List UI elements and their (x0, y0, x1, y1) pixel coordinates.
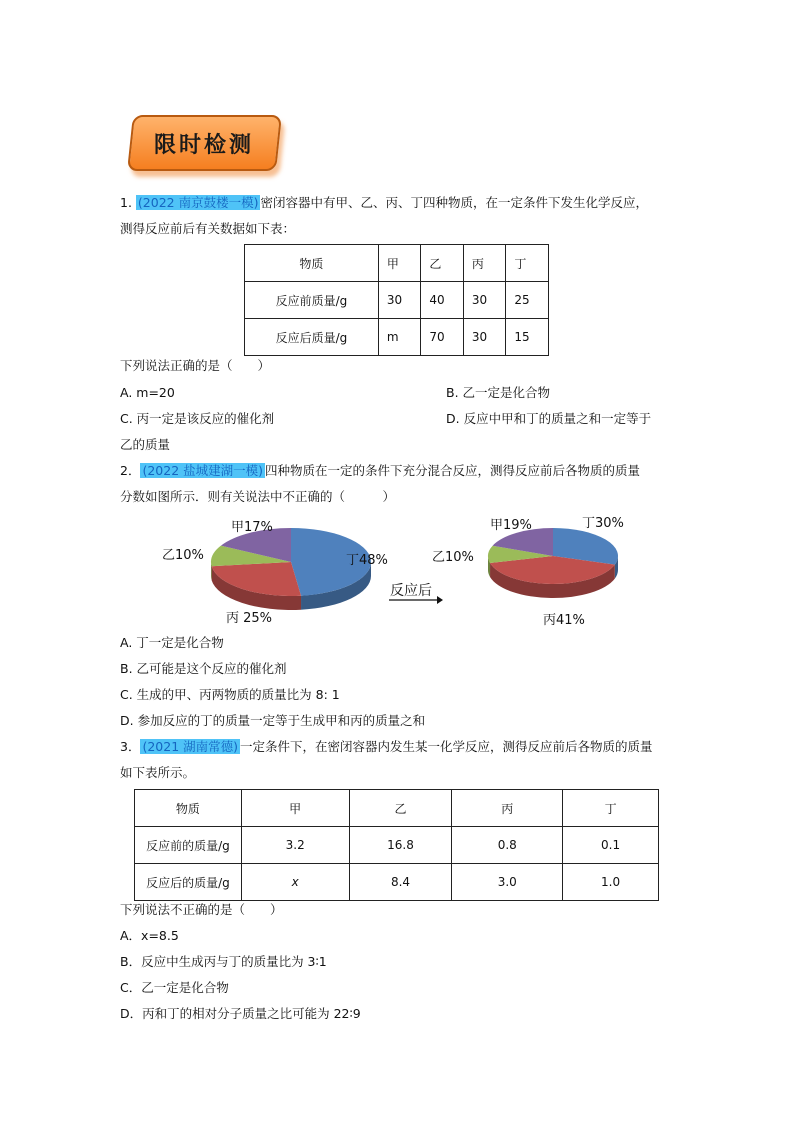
q1-option-a: A. m=20 (120, 385, 175, 400)
table-row (245, 245, 549, 282)
table-cell: 甲 (241, 790, 349, 827)
table-cell: 15 (506, 319, 549, 356)
q3-option-b: B．反应中生成丙与丁的质量比为 3∶1 (120, 954, 327, 969)
table-cell: 3.2 (241, 827, 349, 864)
table-row (245, 282, 549, 319)
q3-stem-1: 一定条件下，在密闭容器内发生某一化学反应，测得反应前后各物质的质量 (240, 739, 653, 754)
q2-source-tag: (2022 盐城建湖一模) (142, 463, 263, 478)
pie1-label-yi: 乙10% (162, 548, 204, 563)
table-cell: 0.1 (563, 827, 659, 864)
table-cell: 反应前质量/g (245, 282, 379, 319)
table-cell: 丁 (506, 245, 549, 282)
pie1-label-jia: 甲17% (231, 520, 273, 535)
pie2-label-bing: 丙41% (543, 613, 585, 628)
q1-option-d: D. 反应中甲和丁的质量之和一定等于 (446, 411, 652, 426)
q2-number: 2． (120, 463, 141, 478)
arrow-label: 反应后 (390, 583, 432, 599)
q1-source-tag: (2022 南京鼓楼一模) (137, 195, 259, 210)
pie2-label-ding: 丁30% (582, 516, 624, 531)
table-row (245, 319, 549, 356)
table-cell: x (241, 864, 349, 901)
q1-prompt: 下列说法正确的是（ ） (120, 358, 271, 373)
q3-option-c: C．乙一定是化合物 (120, 980, 229, 995)
table-cell: 丙 (452, 790, 563, 827)
q2-option-d: D. 参加反应的丁的质量一定等于生成甲和丙的质量之和 (120, 713, 426, 728)
q1-stem-1: 密闭容器中有甲、乙、丙、丁四种物质，在一定条件下发生化学反应， (260, 195, 648, 210)
q1-option-d-cont: 乙的质量 (120, 437, 171, 452)
table-cell: 70 (421, 319, 464, 356)
q3-prompt: 下列说法不正确的是（ ） (120, 902, 283, 917)
q1-table (244, 244, 549, 356)
q3-option-d: D．丙和丁的相对分子质量之比可能为 22∶9 (120, 1006, 361, 1021)
pie1-label-ding: 丁48% (346, 553, 388, 568)
q1-number: 1. (120, 195, 132, 210)
q1-stem-2: 测得反应前后有关数据如下表： (120, 221, 296, 236)
table-row (135, 790, 659, 827)
table-cell: 反应后质量/g (245, 319, 379, 356)
pie1-label-bing: 丙 25% (226, 611, 273, 626)
q3-option-a: A．x=8.5 (120, 928, 179, 943)
table-cell: 25 (506, 282, 549, 319)
table-cell: 30 (463, 319, 506, 356)
q3-line1 (120, 738, 653, 756)
q2-option-b: B. 乙可能是这个反应的催化剂 (120, 661, 287, 676)
table-cell: 反应前的质量/g (135, 827, 242, 864)
q3-source-tag: (2021 湖南常德) (142, 739, 238, 754)
q3-stem-2: 如下表所示。 (120, 765, 196, 780)
table-cell: 物质 (135, 790, 242, 827)
q2-stem-1: 四种物质在一定的条件下充分混合反应，测得反应前后各物质的质量 (265, 463, 641, 478)
q2-option-c: C. 生成的甲、丙两物质的质量比为 8: 1 (120, 687, 340, 702)
q3-table (134, 789, 659, 901)
table-cell: 3.0 (452, 864, 563, 901)
table-row (135, 864, 659, 901)
table-cell: m (378, 319, 421, 356)
table-cell: 16.8 (349, 827, 452, 864)
q1-line1 (120, 194, 648, 212)
pie2-label-yi: 乙10% (432, 550, 474, 565)
table-cell: 物质 (245, 245, 379, 282)
table-cell: 30 (378, 282, 421, 319)
q1-option-b: B. 乙一定是化合物 (446, 385, 551, 400)
table-cell: 乙 (421, 245, 464, 282)
q2-option-a: A. 丁一定是化合物 (120, 635, 224, 650)
arrow-icon (387, 594, 443, 606)
table-cell: 反应后的质量/g (135, 864, 242, 901)
table-cell: 乙 (349, 790, 452, 827)
table-cell: 8.4 (349, 864, 452, 901)
q3-number: 3． (120, 739, 141, 754)
table-row (135, 827, 659, 864)
q1-option-c: C. 丙一定是该反应的催化剂 (120, 411, 275, 426)
section-badge (127, 115, 282, 171)
table-cell: 40 (421, 282, 464, 319)
badge-text: 限时检测 (154, 132, 255, 158)
table-cell: 30 (463, 282, 506, 319)
pie2-label-jia: 甲19% (490, 518, 532, 533)
table-cell: 1.0 (563, 864, 659, 901)
table-cell: 丙 (463, 245, 506, 282)
pie-chart-after (482, 522, 627, 612)
table-cell: 甲 (378, 245, 421, 282)
q2-line1 (120, 462, 640, 480)
table-cell: 丁 (563, 790, 659, 827)
table-cell: 0.8 (452, 827, 563, 864)
q2-stem-2: 分数如图所示．则有关说法中不正确的（ ） (120, 489, 396, 504)
